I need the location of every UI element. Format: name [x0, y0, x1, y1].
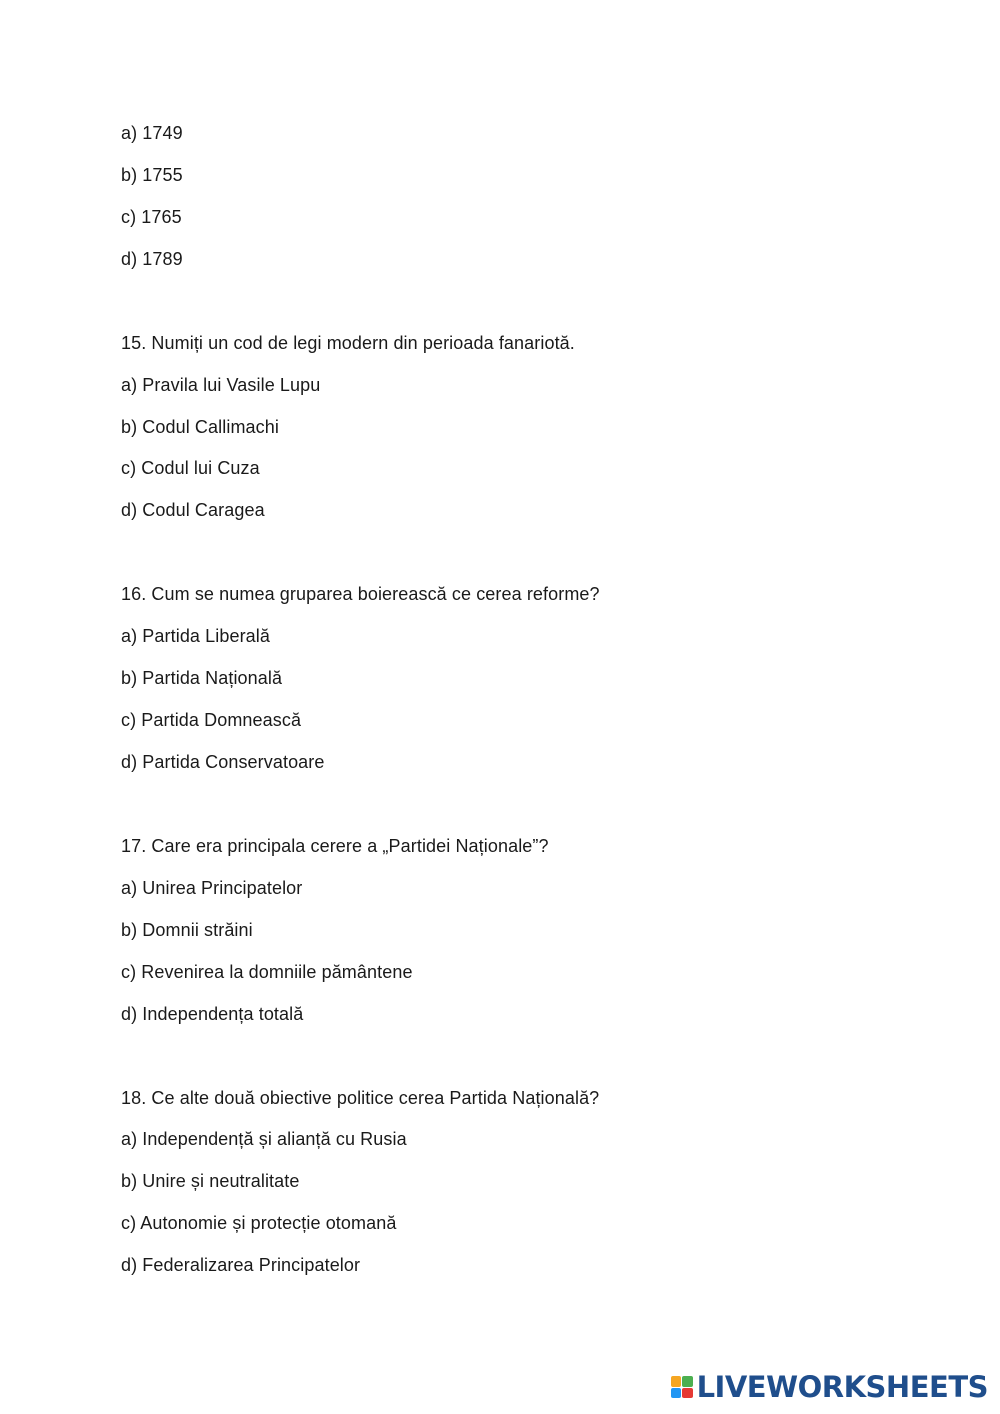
q15-option-c: c) Codul lui Cuza: [121, 458, 260, 478]
q17-option-c: c) Revenirea la domniile pământene: [121, 962, 413, 982]
q17-option-d: d) Independența totală: [121, 1004, 304, 1024]
prev-option-d: d) 1789: [121, 249, 183, 269]
question-15-text: 15. Numiți un cod de legi modern din perioada fanariotă.: [121, 333, 575, 353]
q16-option-b: b) Partida Națională: [121, 668, 283, 688]
q15-option-b: b) Codul Callimachi: [121, 417, 279, 437]
prev-option-a: a) 1749: [121, 123, 183, 143]
q17-option-b: b) Domnii străini: [121, 920, 253, 940]
prev-option-b: b) 1755: [121, 165, 183, 185]
q15-option-a: a) Pravila lui Vasile Lupu: [121, 375, 321, 395]
q18-option-c: c) Autonomie și protecție otomană: [121, 1213, 397, 1233]
q16-option-c: c) Partida Domnească: [121, 710, 302, 730]
q18-option-b: b) Unire și neutralitate: [121, 1171, 300, 1191]
q17-option-a: a) Unirea Principatelor: [121, 878, 303, 898]
liveworksheets-brand-text: LIVEWORKSHEETS: [696, 1370, 988, 1404]
q15-option-d: d) Codul Caragea: [121, 500, 265, 520]
liveworksheets-logo-icon: [671, 1376, 693, 1398]
q18-option-a: a) Independență și alianță cu Rusia: [121, 1129, 407, 1149]
liveworksheets-logo[interactable]: [671, 1370, 988, 1404]
q16-option-a: a) Partida Liberală: [121, 626, 270, 646]
question-18-text: 18. Ce alte două obiective politice cerea Partida Națională?: [121, 1088, 600, 1108]
question-17-text: 17. Care era principala cerere a „Partidei Naționale”?: [121, 836, 549, 856]
prev-option-c: c) 1765: [121, 207, 182, 227]
q18-option-d: d) Federalizarea Principatelor: [121, 1255, 361, 1275]
q16-option-d: d) Partida Conservatoare: [121, 752, 325, 772]
question-16-text: 16. Cum se numea gruparea boierească ce cerea reforme?: [121, 584, 600, 604]
